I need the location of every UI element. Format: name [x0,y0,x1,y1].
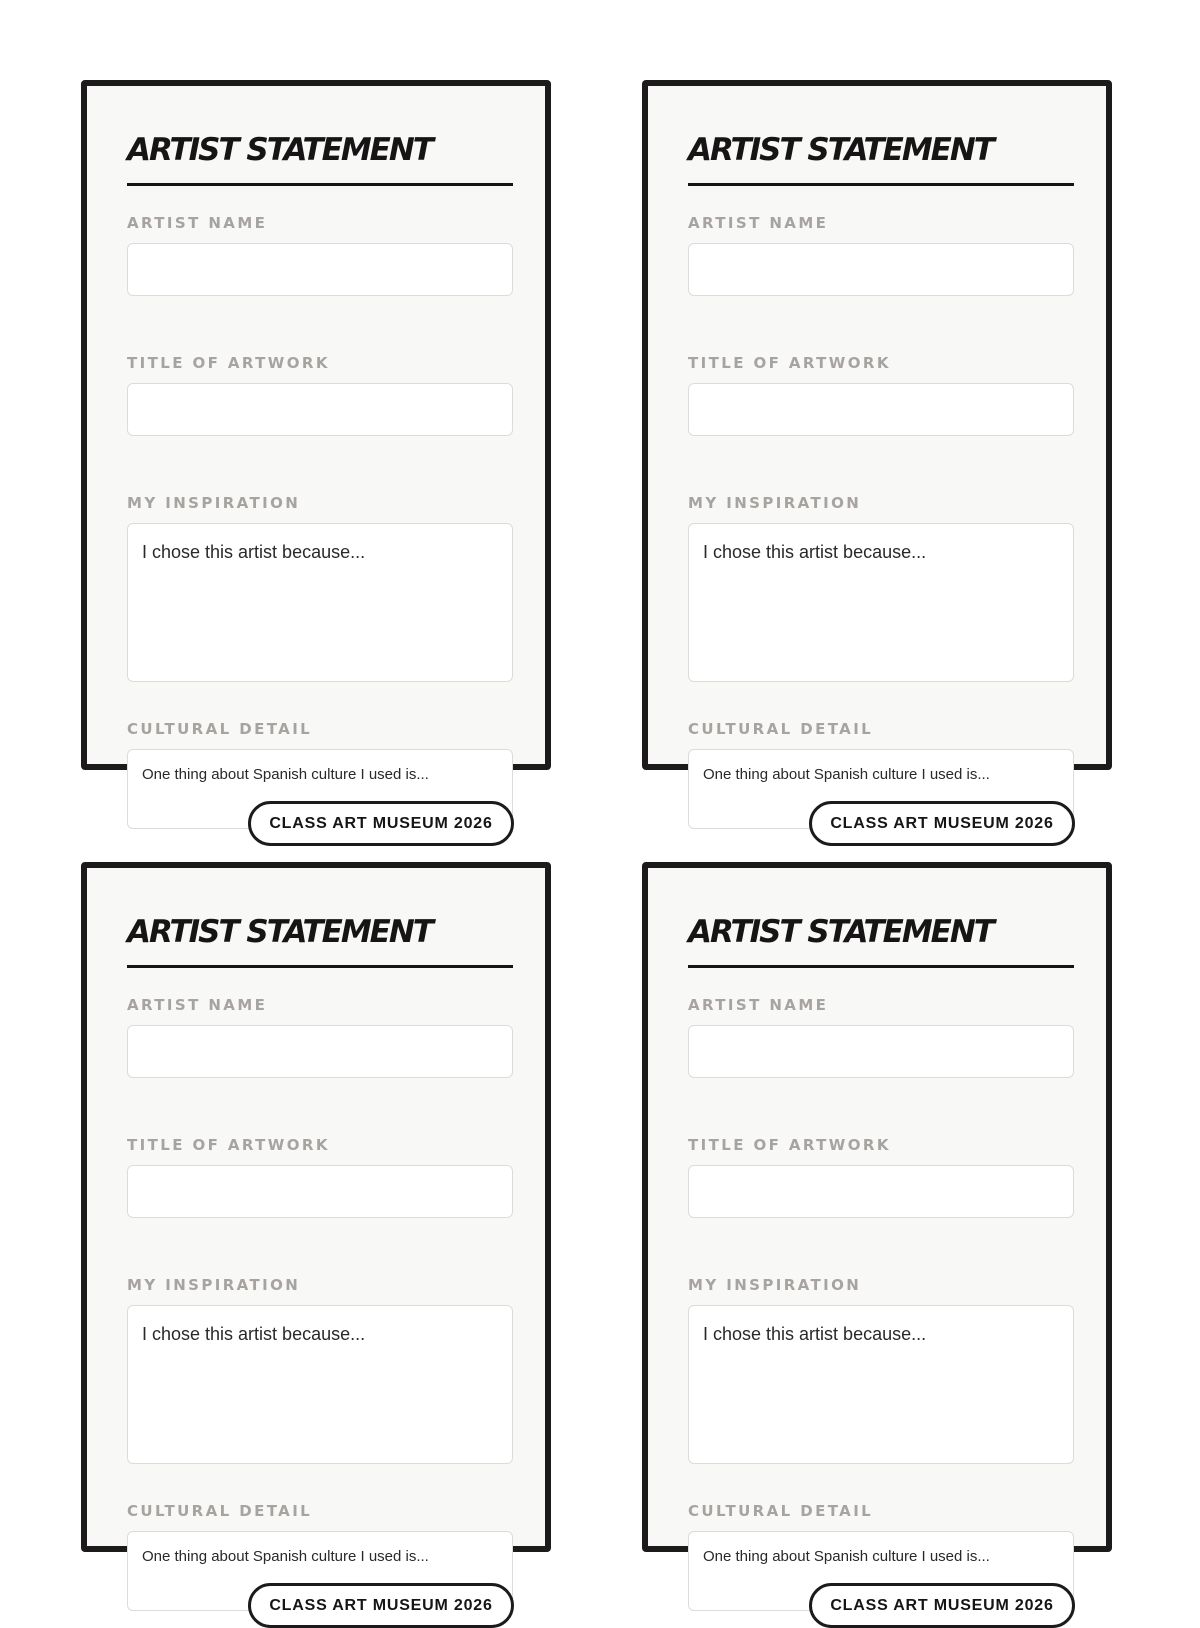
artist-name-label: ARTIST NAME [688,996,829,1014]
title-divider [127,183,513,186]
card-content [688,130,1074,829]
artwork-title-field[interactable] [127,1165,513,1218]
cultural-detail-label: CULTURAL DETAIL [127,720,313,738]
inspiration-textarea[interactable]: I chose this artist because... [127,1305,513,1464]
artist-name-label: ARTIST NAME [127,214,268,232]
inspiration-textarea[interactable]: I chose this artist because... [127,523,513,682]
museum-badge: CLASS ART MUSEUM 2026 [809,801,1075,846]
cultural-detail-textarea[interactable]: One thing about Spanish culture I used is... [688,1531,1074,1611]
title-divider [127,965,513,968]
artwork-title-field[interactable] [688,383,1074,436]
inspiration-label: MY INSPIRATION [688,1276,862,1294]
inspiration-textarea[interactable]: I chose this artist because... [688,523,1074,682]
cultural-detail-textarea[interactable]: One thing about Spanish culture I used is... [127,1531,513,1611]
artist-name-field[interactable] [688,243,1074,296]
cultural-detail-label: CULTURAL DETAIL [127,1502,313,1520]
artist-name-field[interactable] [688,1025,1074,1078]
inspiration-label: MY INSPIRATION [127,1276,301,1294]
artist-statement-card-4 [642,862,1112,1565]
title-divider [688,183,1074,186]
inspiration-label: MY INSPIRATION [127,494,301,512]
artwork-title-label: TITLE OF ARTWORK [127,1136,330,1154]
inspiration-textarea[interactable]: I chose this artist because... [688,1305,1074,1464]
cultural-detail-label: CULTURAL DETAIL [688,1502,874,1520]
artist-name-field[interactable] [127,1025,513,1078]
card-title: ARTIST STATEMENT [688,914,993,950]
card-content [127,130,513,829]
museum-badge: CLASS ART MUSEUM 2026 [809,1583,1075,1628]
artist-statement-card-1 [81,80,551,783]
card-title: ARTIST STATEMENT [127,914,432,950]
museum-badge: CLASS ART MUSEUM 2026 [248,801,514,846]
title-divider [688,965,1074,968]
card-title: ARTIST STATEMENT [688,132,993,168]
artwork-title-field[interactable] [127,383,513,436]
inspiration-label: MY INSPIRATION [688,494,862,512]
artwork-title-field[interactable] [688,1165,1074,1218]
cultural-detail-label: CULTURAL DETAIL [688,720,874,738]
cultural-detail-textarea[interactable]: One thing about Spanish culture I used is... [127,749,513,829]
artist-name-label: ARTIST NAME [127,996,268,1014]
artwork-title-label: TITLE OF ARTWORK [127,354,330,372]
artwork-title-label: TITLE OF ARTWORK [688,1136,891,1154]
artist-name-label: ARTIST NAME [688,214,829,232]
card-content [127,912,513,1611]
artist-statement-card-3 [81,862,551,1565]
museum-badge: CLASS ART MUSEUM 2026 [248,1583,514,1628]
artist-statement-card-2 [642,80,1112,783]
card-title: ARTIST STATEMENT [127,132,432,168]
card-content [688,912,1074,1611]
artwork-title-label: TITLE OF ARTWORK [688,354,891,372]
artist-name-field[interactable] [127,243,513,296]
cultural-detail-textarea[interactable]: One thing about Spanish culture I used is... [688,749,1074,829]
